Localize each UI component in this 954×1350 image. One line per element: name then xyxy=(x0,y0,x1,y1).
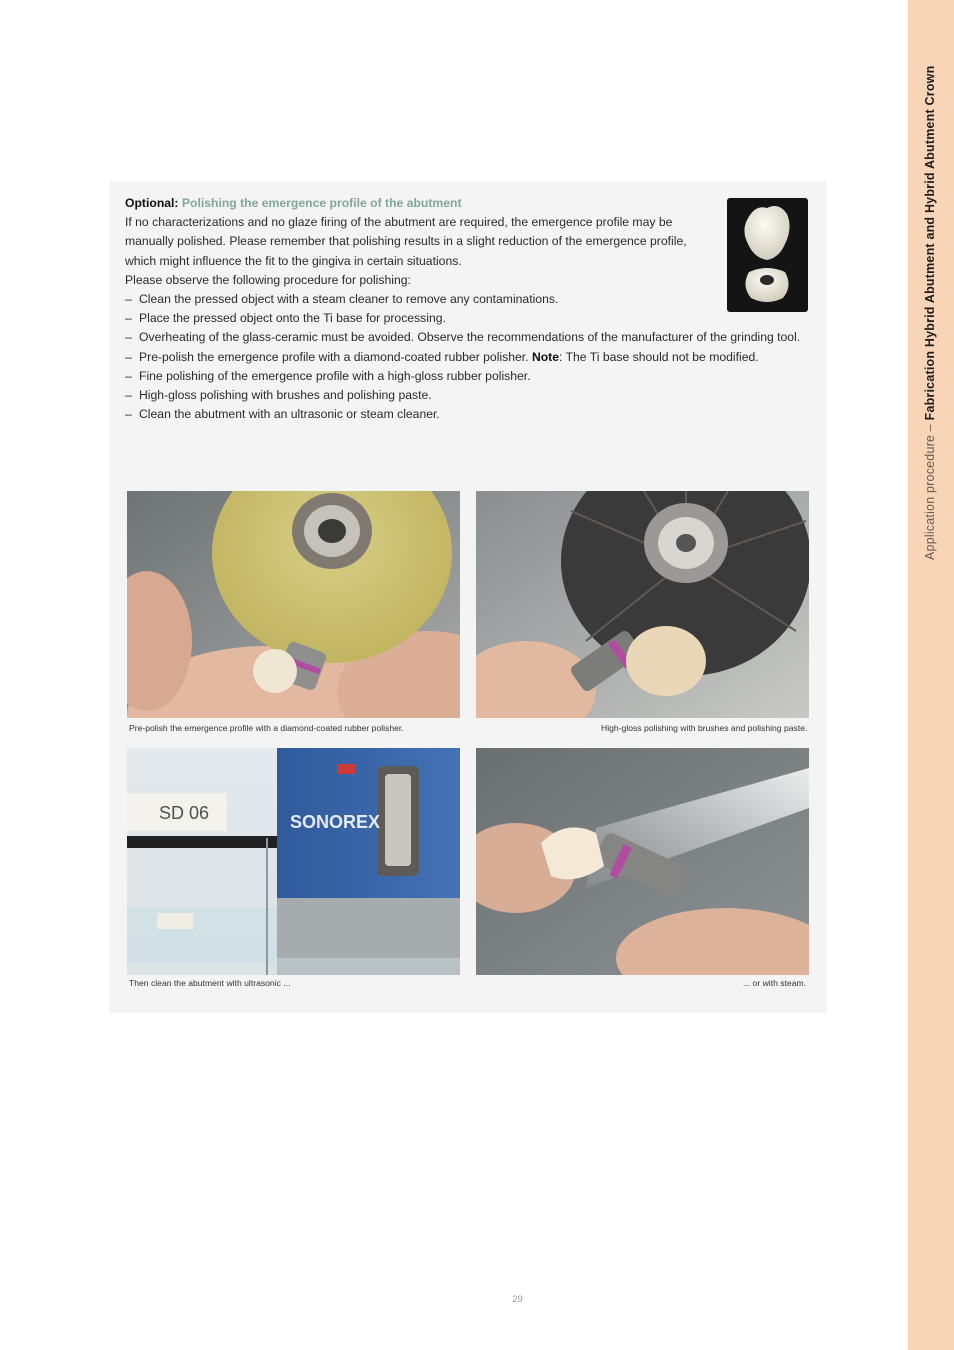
section-intro: If no characterizations and no glaze firing of the abutment are required, the emergence profile may be manually polished. Please remember that polishing results in a slight reduction of the emergence profile, which might influence the fit to the gingiva in certain situations. xyxy=(125,215,687,268)
section-label: Optional: xyxy=(125,196,179,210)
photo-brush-polishing xyxy=(476,491,809,718)
list-item: – Fine polishing of the emergence profile with a high-gloss rubber polisher. xyxy=(125,368,531,383)
photo-caption-3: Then clean the abutment with ultrasonic ... xyxy=(129,978,291,988)
content-panel xyxy=(109,181,827,1013)
steps-list xyxy=(125,290,801,424)
photo-caption-1: Pre-polish the emergence profile with a diamond-coated rubber polisher. xyxy=(129,723,404,733)
list-item: – Overheating of the glass-ceramic must be avoided. Observe the recommendations of the manufacturer of the grinding tool. xyxy=(125,330,801,345)
device-brand: SONOREX xyxy=(290,812,381,832)
section-topic: Polishing the emergence profile of the abutment xyxy=(181,196,462,210)
page-number: 29 xyxy=(512,1294,523,1305)
photo-rubber-polisher xyxy=(127,491,460,718)
photo-ultrasonic-cleaner xyxy=(127,748,460,975)
list-item: – High-gloss polishing with brushes and polishing paste. xyxy=(125,388,432,403)
photo-caption-2: High-gloss polishing with brushes and polishing paste. xyxy=(601,723,808,733)
section-lead: Please observe the following procedure for polishing: xyxy=(125,272,411,287)
abutment-thumbnail xyxy=(727,198,808,312)
note-label: Note xyxy=(531,349,560,364)
side-tab-chapter: Fabrication Hybrid Abutment and Hybrid Abutment Crown xyxy=(923,65,937,421)
list-item: – Pre-polish the emergence profile with a diamond-coated rubber polisher. Note: The Ti base should not be modified. xyxy=(125,349,759,364)
section-heading xyxy=(125,194,801,213)
note-text: : The Ti base should not be modified. xyxy=(559,349,759,364)
instructions-text xyxy=(125,194,801,424)
side-tab-title xyxy=(923,66,937,560)
list-item: – Clean the pressed object with a steam cleaner to remove any contaminations. xyxy=(125,292,559,307)
list-item: – Place the pressed object onto the Ti base for processing. xyxy=(125,311,446,326)
photo-caption-4: ... or with steam. xyxy=(743,978,807,988)
side-tab-prefix: Application procedure – xyxy=(923,420,937,560)
list-item: – Clean the abutment with an ultrasonic or steam cleaner. xyxy=(125,407,440,422)
beaker-label: SD 06 xyxy=(159,803,210,823)
photo-steam-cleaning xyxy=(476,748,809,975)
